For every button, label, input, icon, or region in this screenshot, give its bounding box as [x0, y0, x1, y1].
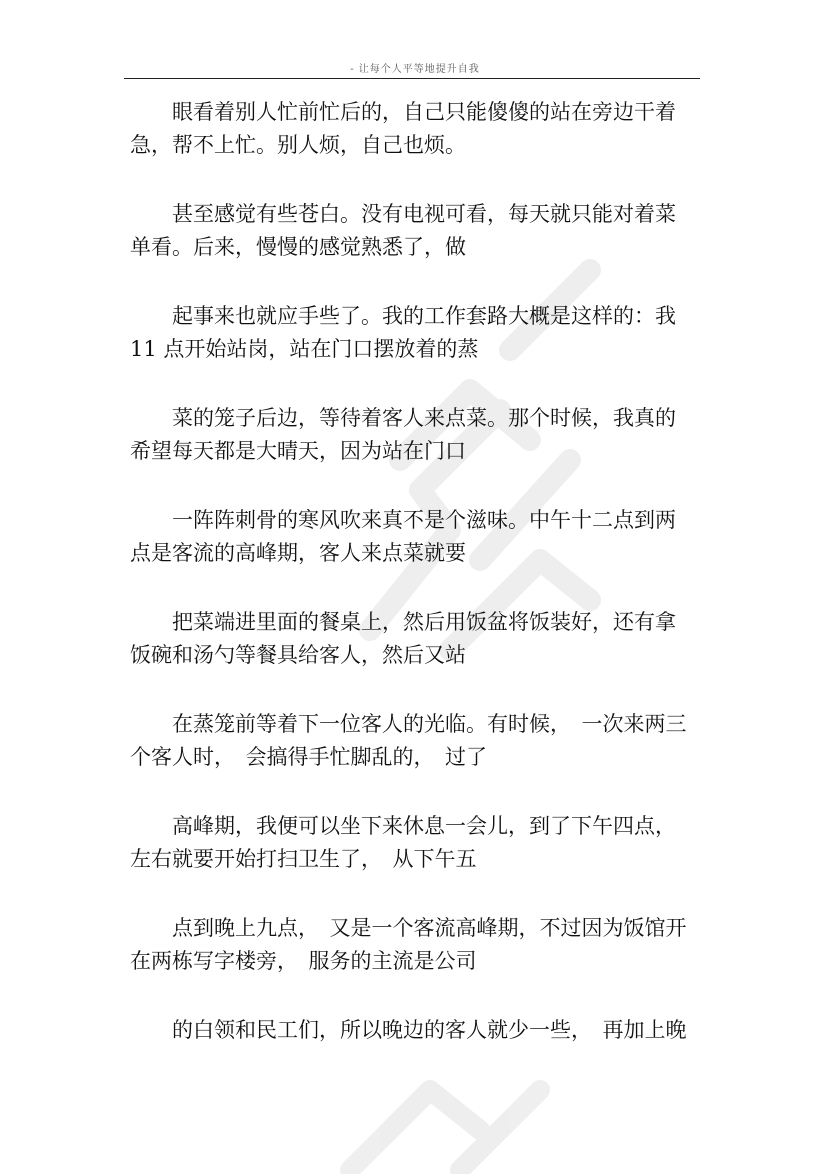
paragraph-line: 甚至感觉有些苍白。没有电视可看，每天就只能对着菜: [172, 202, 676, 226]
paragraph-line: 急，帮不上忙。别人烦，自己也烦。: [130, 133, 466, 157]
paragraph: [130, 912, 710, 978]
paragraph: [130, 402, 710, 468]
paragraph: [130, 300, 710, 366]
page-header: - 让每个人平等地提升自我: [350, 64, 480, 75]
paragraph-line: 起事来也就应手些了。我的工作套路大概是这样的：我: [172, 304, 676, 328]
document-body: [130, 96, 710, 1083]
paragraph: [130, 1014, 710, 1047]
paragraph-line: 饭碗和汤勺等餐具给客人，然后又站: [130, 643, 466, 667]
paragraph-line: 个客人时， 会搞得手忙脚乱的， 过了: [130, 745, 487, 769]
paragraph-line: 希望每天都是大晴天，因为站在门口: [130, 439, 466, 463]
paragraph-line: 在蒸笼前等着下一位客人的光临。有时候， 一次来两三: [172, 712, 687, 736]
paragraph-line: 左右就要开始打扫卫生了， 从下午五: [130, 847, 477, 871]
paragraph: [130, 810, 710, 876]
paragraph-line: 11 点开始站岗，站在门口摆放着的蒸: [130, 337, 479, 361]
paragraph-line: 一阵阵刺骨的寒风吹来真不是个滋味。中午十二点到两: [172, 508, 676, 532]
paragraph-line: 点是客流的高峰期，客人来点菜就要: [130, 541, 466, 565]
paragraph: [130, 504, 710, 570]
header-divider: [124, 78, 700, 79]
paragraph-line: 菜的笼子后边，等待着客人来点菜。那个时候，我真的: [172, 406, 676, 430]
paragraph-line: 的白领和民工们，所以晚边的客人就少一些， 再加上晚: [172, 1018, 687, 1042]
paragraph-line: 把菜端进里面的餐桌上，然后用饭盆将饭装好，还有拿: [172, 610, 676, 634]
paragraph-line: 点到晚上九点， 又是一个客流高峰期，不过因为饭馆开: [172, 916, 687, 940]
paragraph: [130, 198, 710, 264]
paragraph: [130, 606, 710, 672]
paragraph: [130, 96, 710, 162]
paragraph-line: 眼看着别人忙前忙后的，自己只能傻傻的站在旁边干着: [172, 100, 676, 124]
paragraph: [130, 708, 710, 774]
paragraph-line: 在两栋写字楼旁， 服务的主流是公司: [130, 949, 477, 973]
paragraph-line: 单看。后来，慢慢的感觉熟悉了，做: [130, 235, 466, 259]
paragraph-line: 高峰期，我便可以坐下来休息一会儿，到了下午四点，: [172, 814, 676, 838]
